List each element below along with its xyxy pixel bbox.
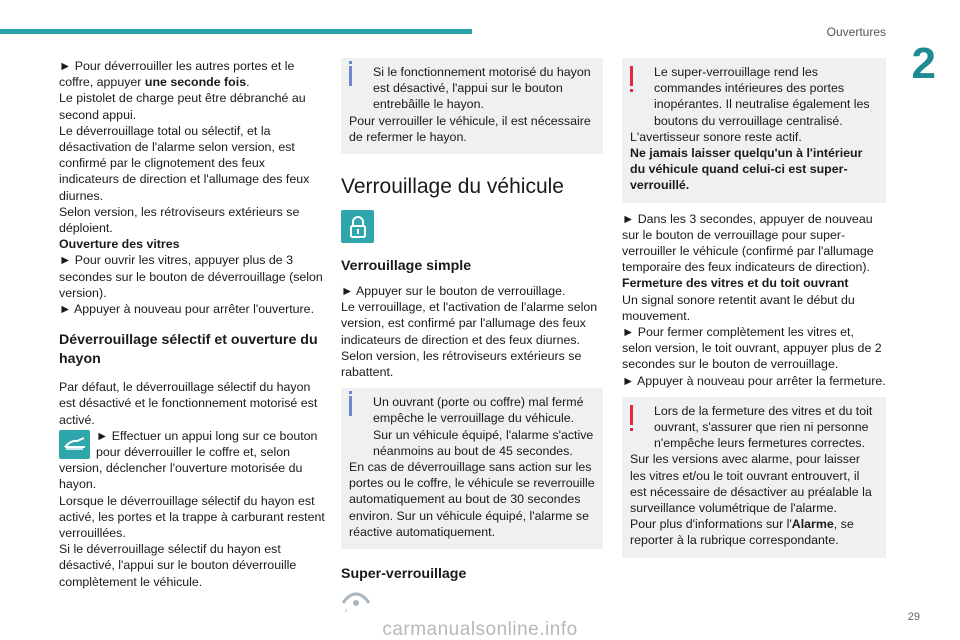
paragraph: Par défaut, le déverrouillage sélectif du hayon est désactivé et le fonctionnement motorisé est activé.: [59, 380, 318, 427]
super-lock-icon: [341, 591, 371, 613]
paragraph: Un signal sonore retentit avant le début du mouvement.: [622, 292, 855, 323]
paragraph: Lorsque le déverrouillage sélectif du hayon est activé, les portes et la trappe à carburant restent verrouillées.: [59, 493, 325, 541]
warning-note: Lors de la fermeture des vitres et du toit ouvrant, s'assurer que rien ni personne n'empêche leurs fermetures correctes. Sur les versions avec alarme, pour laisser les vitres et/ou le toit ouvrant entrouvert, il est nécessaire de désactiver au préalable la surveillance volumétrique de l'alarme. Pour plus d'informations sur l'Alarme, se reporter à la rubrique correspondante.: [622, 397, 886, 558]
lock-icon: [341, 210, 374, 243]
warning-icon: [630, 66, 633, 86]
paragraph: Le verrouillage, et l'activation de l'alarme selon version, est confirmé par l'allumage des feux indicateurs de direction et des feux diurnes.: [341, 300, 598, 347]
column-2: [341, 58, 603, 613]
page-title: Verrouillage du véhicule: [341, 175, 564, 199]
paragraph: ► Appuyer à nouveau pour arrêter la fermeture.: [622, 373, 886, 388]
paragraph: Le déverrouillage total ou sélectif, et la désactivation de l'alarme selon version, est confirmé par le clignotement des feux indicateurs de direction et l'allumage des feux diurnes.: [59, 123, 310, 203]
subheading: Fermeture des vitres et du toit ouvrant: [622, 276, 849, 291]
section-title: Ouvertures: [826, 25, 886, 39]
section-heading: Super-verrouillage: [341, 566, 467, 583]
subheading: Ouverture des vitres: [59, 237, 180, 252]
column-1: [59, 58, 327, 590]
watermark: carmanualsonline.info: [382, 618, 578, 640]
section-heading: Déverrouillage sélectif et ouverture du hayon: [59, 332, 318, 368]
paragraph: ► Appuyer à nouveau pour arrêter l'ouverture.: [59, 302, 315, 317]
paragraph: ► Appuyer sur le bouton de verrouillage.: [341, 284, 566, 299]
paragraph: ► Effectuer un appui long sur ce bouton pour déverrouiller le coffre et, selon version, déclencher l'ouverture motorisée du hayon.: [59, 428, 318, 492]
paragraph: Le pistolet de charge peut être débranché au second appui.: [59, 91, 306, 122]
info-icon: [349, 396, 352, 416]
section-heading: Verrouillage simple: [341, 258, 472, 275]
info-note: Un ouvrant (porte ou coffre) mal fermé empêche le verrouillage du véhicule. Sur un véhicule équipé, l'alarme s'active néanmoins au bout de 45 secondes. En cas de déverrouillage sans action sur les portes ou le coffre, le véhicule se reverrouille automatiquement au bout de 30 secondes environ. Sur un véhicule équipé, l'alarme se réactive automatiquement.: [341, 388, 603, 549]
info-icon: [349, 66, 352, 86]
warning-note: Le super-verrouillage rend les commandes intérieures des portes inopérantes. Il neutralise également les boutons du verrouillage centralisé. L'avertisseur sonore reste actif. Ne jamais laisser quelqu'un à l'intérieur du véhicule quand celui-ci est super-verrouillé.: [622, 58, 886, 203]
chapter-number: 2: [911, 39, 936, 88]
paragraph: Selon version, les rétroviseurs extérieurs se déploient.: [59, 204, 300, 236]
paragraph: ► Pour fermer complètement les vitres et, selon version, le toit ouvrant, appuyer plus de 2 secondes sur le bouton de verrouillage.: [622, 325, 882, 372]
paragraph: Selon version, les rétroviseurs extérieurs se rabattent.: [341, 348, 582, 380]
info-note: Si le fonctionnement motorisé du hayon est désactivé, l'appui sur le bouton entrebâille le hayon. Pour verrouiller le véhicule, il est nécessaire de refermer le hayon.: [341, 58, 603, 154]
paragraph: ► Pour ouvrir les vitres, appuyer plus de 3 secondes sur le bouton de déverrouillage (selon version).: [59, 253, 323, 300]
paragraph: ► Pour déverrouiller les autres portes et le coffre, appuyer une seconde fois.: [59, 59, 295, 90]
paragraph: Si le déverrouillage sélectif du hayon est désactivé, l'appui sur le bouton déverrouille complètement le véhicule.: [59, 542, 297, 589]
warning-icon: [630, 405, 633, 425]
page-number: 29: [907, 611, 920, 623]
column-3: [622, 58, 886, 562]
header-accent-bar: [0, 29, 472, 34]
paragraph: ► Dans les 3 secondes, appuyer de nouveau sur le bouton de verrouillage pour super-verrouiller le véhicule (confirmé par l'allumage temporaire des feux indicateurs de direction).: [622, 211, 874, 275]
tailgate-icon: [59, 430, 90, 459]
